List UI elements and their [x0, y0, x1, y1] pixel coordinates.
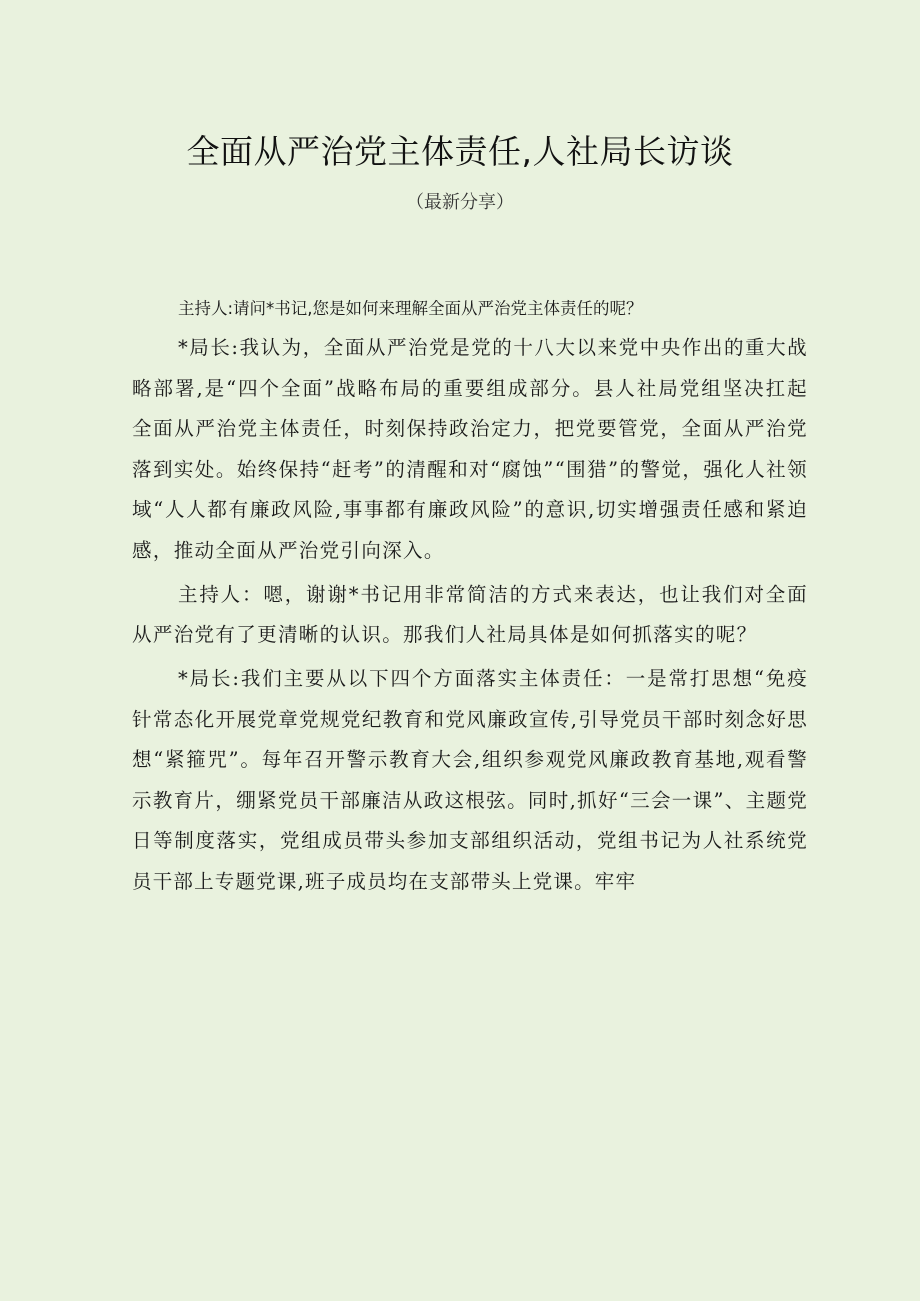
host-question-2: 主持人：嗯，谢谢*书记用非常简洁的方式来表达，也让我们对全面从严治党有了更清晰的认识。那我们人社局具体是如何抓落实的呢？	[132, 583, 808, 646]
director-answer-2: *局长:我们主要从以下四个方面落实主体责任：一是常打思想“免疫针常态化开展党章党规党纪教育和党风廉政宣传,引导党员干部时刻念好思想“紧箍咒”。每年召开警示教育大会,组织参观党风廉政教育基地,观看警示教育片，绷紧党员干部廉洁从政这根弦。同时,抓好“三会一课”、主题党日等制度落实，党组成员带头参加支部组织活动，党组书记为人社系统党员干部上专题党课,班子成员均在支部带头上党课。牢牢	[132, 667, 808, 893]
document-subtitle: （最新分享）	[406, 192, 514, 213]
document-body	[132, 290, 808, 902]
host-question-1: 主持人:请问*书记,您是如何来理解全面从严治党主体责任的呢？	[178, 299, 643, 318]
director-answer-1: *局长:我认为，全面从严治党是党的十八大以来党中央作出的重大战略部署,是“四个全面”战略布局的重要组成部分。县人社局党组坚决扛起全面从严治党主体责任，时刻保持政治定力，把党要管党，全面从严治党落到实处。始终保持“赶考”的清醒和对“腐蚀”“围猎”的警觉，强化人社领域“人人都有廉政风险,事事都有廉政风险”的意识,切实增强责任感和紧迫感，推动全面从严治党引向深入。	[132, 336, 808, 562]
document-title: 全面从严治党主体责任,人社局长访谈	[186, 132, 734, 171]
